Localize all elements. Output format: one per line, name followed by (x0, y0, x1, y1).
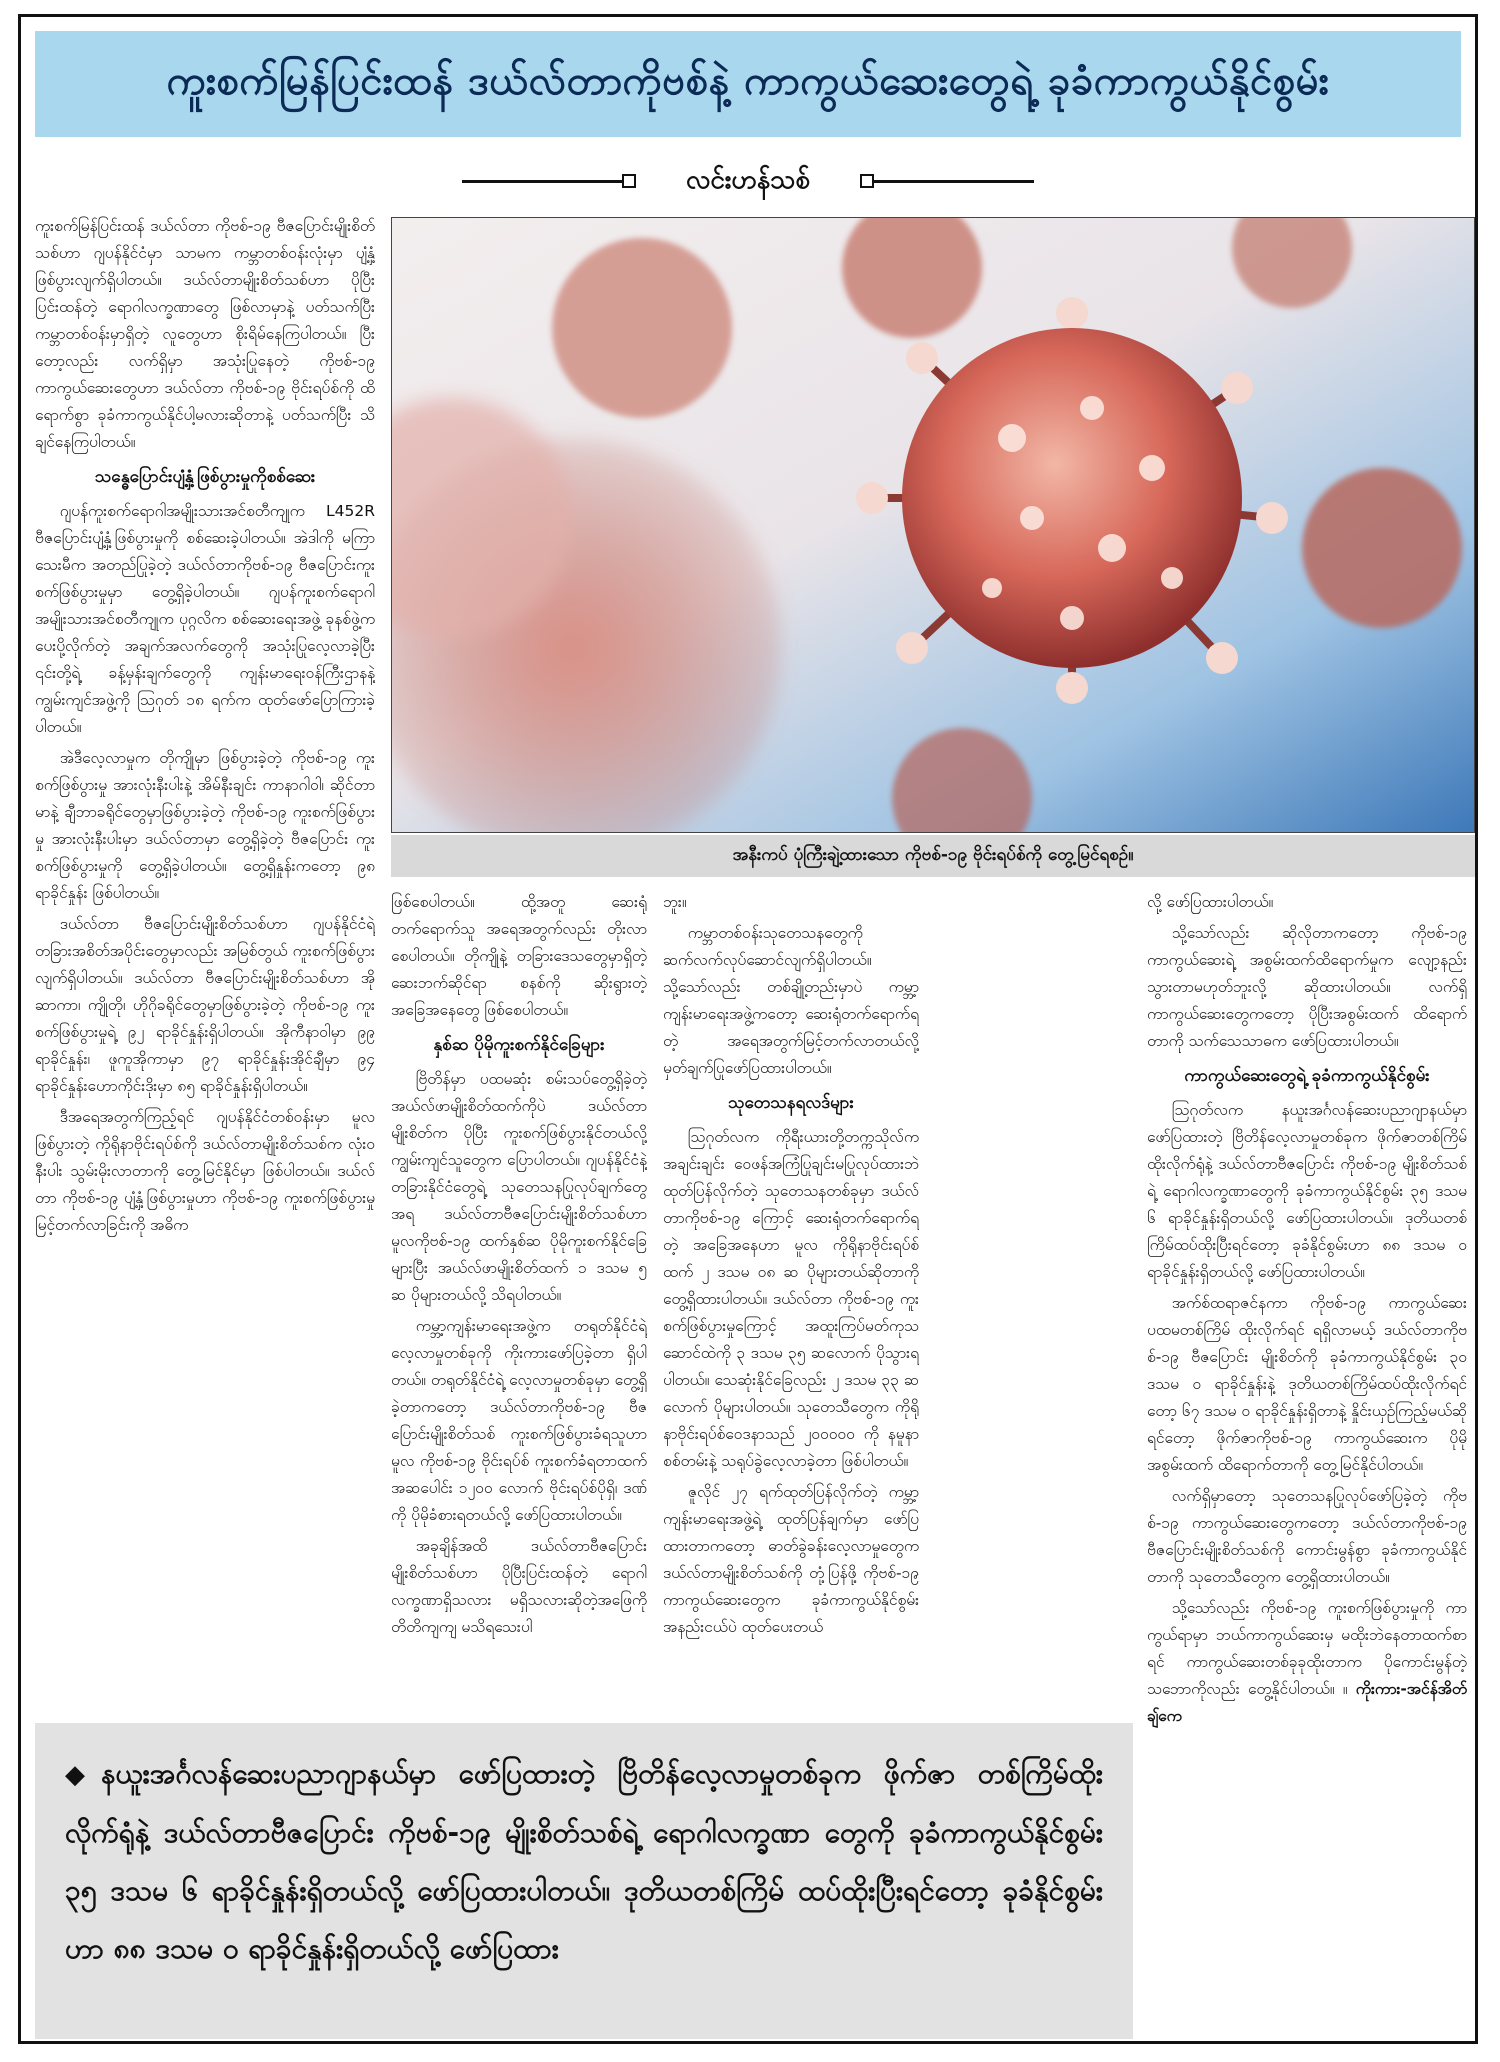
coronavirus-illustration-icon (392, 218, 1475, 833)
headline: ကူးစက်မြန်ပြင်းထန် ဒယ်လ်တာကိုဗစ်နဲ့ ကာကွယ်ဆေးတွေရဲ့ ခုခံကာကွယ်နိုင်စွမ်း (166, 57, 1330, 104)
col4-paragraph: သို့သော်လည်း ဆိုလိုတာကတော့ ကိုဗစ်-၁၉ ကာကွယ်ဆေးရဲ့ အစွမ်းထက်ထိရောက်မှုက လျော့နည်းသွားတာမဟုတ်ဘူးလို့ ဆိုထားပါတယ်။ လက်ရှိကာကွယ်ဆေးတွေကတော့ ပိုပြီးအစွမ်းထက် ထိရောက်တာကို သက်သေသာဓက ဖော်ပြထားပါတယ်။ (1147, 924, 1467, 1050)
column-3 (663, 889, 919, 1715)
byline (21, 161, 1475, 201)
coronavirus-photo (391, 217, 1475, 833)
byline-square-right-icon (860, 174, 874, 188)
col1-paragraph: ကူးစက်မြန်ပြင်းထန် ဒယ်လ်တာ ကိုဗစ်-၁၉ ဗီဇပြောင်းမျိုးစိတ်သစ်ဟာ ဂျပန်နိုင်ငံမှာ သာမက ကမ္ဘာတစ်ဝန်းလုံးမှာ ပျံ့နှံ့ဖြစ်ပွားလျက်ရှိပါတယ်။ ဒယ်လ်တာမျိုးစိတ်သစ်ဟာ ပိုပြီးပြင်းထန်တဲ့ ရောဂါလက္ခဏာတွေ ဖြစ်လာမှာနဲ့ ပတ်သက်ပြီး ကမ္ဘာတစ်ဝန်းမှာရှိတဲ့ လူတွေဟာ စိုးရိမ်နေကြပါတယ်။ ပြီးတော့လည်း လက်ရှိမှာ အသုံးပြုနေတဲ့ ကိုဗစ်-၁၉ ကာကွယ်ဆေးတွေဟာ ဒယ်လ်တာ ကိုဗစ်-၁၉ ဗိုင်းရပ်စ်ကို ထိရောက်စွာ ခုခံကာကွယ်နိုင်ပါ့မလားဆိုတာနဲ့ ပတ်သက်ပြီး သိချင်နေကြပါတယ်။ (35, 217, 375, 451)
col3-paragraph: ဩဂုတ်လက ကိုရီးယားတို့တက္ကသိုလ်က အချင်းချင်း ဝေဖန်အကြံပြုချင်းမပြုလုပ်ထားဘဲ ထုတ်ပြန်လိုက်တဲ့ သုတေသနတစ်ခုမှာ ဒယ်လ်တာကိုဗစ်-၁၉ ကြောင့် ဆေးရုံတက်ရောက်ရတဲ့ အခြေအနေဟာ မူလ ကိုရိုနာဗိုင်းရပ်စ်ထက် ၂ ဒသမ ၀၈ ဆ ပိုများတယ်ဆိုတာကို တွေ့ရှိထားပါတယ်။ ဒယ်လ်တာ ကိုဗစ်-၁၉ ကူးစက်ဖြစ်ပွားမှုကြောင့် အထူးကြပ်မတ်ကုသဆောင်ထဲကို ၃ ဒသမ ၃၅ ဆလောက် ပိုသွားရပါတယ်။ သေဆုံးနိုင်ခြေလည်း ၂ ဒသမ ၃၃ ဆလောက် ပိုများပါတယ်။ သုတေသီတွေက ကိုရိုနာဗိုင်းရပ်စ်ဝေဒနာသည် ၂၀၀၀၀၀ ကို နမူနာစစ်တမ်းနဲ့ သရုပ်ခွဲလေ့လာခဲ့တာ ဖြစ်ပါတယ်။ (663, 1128, 919, 1470)
col4-closing-text: သို့သော်လည်း ကိုဗစ်-၁၉ ကူးစက်ဖြစ်ပွားမှုကို ကာကွယ်ရာမှာ ဘယ်ကာကွယ်ဆေးမှ မထိုးဘဲနေတာထက်စာရင် ကာကွယ်ဆေးတစ်ခုခုထိုးတာက ပိုကောင်းမွန်တဲ့ သဘောကိုလည်း တွေ့နိုင်ပါတယ်။ ။ (1147, 1599, 1467, 1698)
col4-paragraph: လို့ ဖော်ပြထားပါတယ်။ (1147, 893, 1274, 911)
headline-banner (35, 31, 1461, 137)
col4-paragraph (1147, 1595, 1467, 1730)
col3-subheading: သုတေသနရလဒ်များ (728, 1093, 854, 1113)
col4-paragraph: လက်ရှိမှာတော့ သုတေသနပြုလုပ်ဖော်ပြခဲ့တဲ့ ကိုဗစ်-၁၉ ကာကွယ်ဆေးတွေကတော့ ဒယ်လ်တာကိုဗစ်-၁၉ ဗီဇပြောင်းမျိုးစိတ်သစ်ကို ကောင်းမွန်စွာ ခုခံကာကွယ်နိုင်တာကို သုတေသီတွေက တွေ့ရှိထားပါတယ်။ (1147, 1487, 1467, 1586)
col2-paragraph: ဖြစ်စေပါတယ်။ ထို့အတူ ဆေးရုံတက်ရောက်သူ အရေအတွက်လည်း တိုးလာစေပါတယ်။ တိုကျိုနဲ့ တခြားဒေသတွေမှာရှိတဲ့ ဆေးဘက်ဆိုင်ရာ စနစ်ကို ဆိုးရွားတဲ့အခြေအနေတွေ ဖြစ်စေပါတယ်။ (391, 893, 647, 1019)
column-4 (1147, 889, 1467, 2039)
col1-paragraph: အဲဒီလေ့လာမှုက တိုကျိုမှာ ဖြစ်ပွားခဲ့တဲ့ ကိုဗစ်-၁၉ ကူးစက်ဖြစ်ပွားမှု အားလုံးနီးပါးနဲ့ အိမ်နီးချင်း ကာနာဂါဝါ၊ ဆိုင်တာမာနဲ့ ချီဘာခရိုင်တွေမှာဖြစ်ပွားခဲ့တဲ့ ကိုဗစ်-၁၉ ကူးစက်ဖြစ်ပွားမှု အားလုံးနီးပါးမှာ ဒယ်လ်တာမှာ တွေ့ရှိခဲ့တဲ့ ဗီဇပြောင်း ကူးစက်ဖြစ်ပွားမှုကို တွေ့ရှိခဲ့ပါတယ်။ တွေ့ရှိနှုန်းကတော့ ၉၈ ရာခိုင်နှုန်း ဖြစ်ပါတယ်။ (35, 749, 375, 902)
col3-paragraph: ဇူလိုင် ၂၇ ရက်ထုတ်ပြန်လိုက်တဲ့ ကမ္ဘာ့ကျန်းမာရေးအဖွဲ့ရဲ့ ထုတ်ပြန်ချက်မှာ ဖော်ပြထားတာကတော့ ဓာတ်ခွဲခန်းလေ့လာမှုတွေက ဒယ်လ်တာမျိုးစိတ်သစ်ကို တုံ့ပြန်ဖို့ ကိုဗစ်-၁၉ ကာကွယ်ဆေးတွေက ခုခံကာကွယ်နိုင်စွမ်း အနည်းငယ်ပဲ ထုတ်ပေးတယ် (663, 1483, 919, 1636)
col4-subheading: ကာကွယ်ဆေးတွေရဲ့ ခုခံကာကွယ်နိုင်စွမ်း (1184, 1066, 1430, 1086)
col2-subheading: နှစ်ဆ ပိုမိုကူးစက်နိုင်ခြေများ (433, 1035, 605, 1055)
source-credit: ကိုးကား-အင်န်အိတ်ချ်ကေ (1147, 1680, 1467, 1725)
diamond-bullet-icon: ◆ (65, 1760, 85, 1790)
col1-paragraph: ဒယ်လ်တာ ဗီဇပြောင်းမျိုးစိတ်သစ်ဟာ ဂျပန်နိုင်ငံရဲ့ တခြားအစိတ်အပိုင်းတွေမှာလည်း အမြစ်တွယ် ကူးစက်ဖြစ်ပွားလျက်ရှိပါတယ်။ ဒယ်လ်တာ ဗီဇပြောင်းမျိုးစိတ်သစ်ဟာ အိုဆာကာ၊ ကျိုတို၊ ဟိုဂိုခရိုင်တွေမှာဖြစ်ပွားခဲ့တဲ့ ကိုဗစ်-၁၉ ကူးစက်ဖြစ်ပွားမှုရဲ့ ၉၂ ရာခိုင်နှုန်းရှိပါတယ်။ အိုကီနာဝါမှာ ၉၉ ရာခိုင်နှုန်း၊ ဖူကူအိုကာမှာ ၉၇ ရာခိုင်နှုန်းအိုင်ချီမှာ ၉၄ ရာခိုင်နှုန်းဟောကိုင်းဒိုးမှာ ၈၅ ရာခိုင်နှုန်းရှိပါတယ်။ (35, 915, 375, 1095)
col3-paragraph: ကမ္ဘာတစ်ဝန်းသုတေသနတွေကို ဆက်လက်လုပ်ဆောင်လျက်ရှိပါတယ်။ သို့သော်လည်း တစ်ချို့တည်းမှာပဲ ကမ္ဘာ့ကျန်းမာရေးအဖွဲ့ကတော့ ဆေးရုံတက်ရောက်ရတဲ့ အရေအတွက်မြင့်တက်လာတယ်လို့ မှတ်ချက်ပြုဖော်ပြထားပါတယ်။ (663, 924, 919, 1077)
col3-paragraph: ဘူး။ (663, 893, 687, 911)
column-1 (35, 213, 375, 1707)
pull-quote-text: နယူးအင်္ဂလန်ဆေးပညာဂျာနယ်မှာ ဖော်ပြထားတဲ့ ဗြိတိန်လေ့လာမှုတစ်ခုက ဖိုက်ဇာ တစ်ကြိမ်ထိုးလိုက်ရုံနဲ့ ဒယ်လ်တာဗီဇပြောင်း ကိုဗစ်-၁၉ မျိုးစိတ်သစ်ရဲ့ ရောဂါလက္ခဏာ တွေကို ခုခံကာကွယ်နိုင်စွမ်း ၃၅ ဒသမ ၆ ရာခိုင်နှုန်းရှိတယ်လို့ ဖော်ပြထားပါတယ်။ ဒုတိယတစ်ကြိမ် ထပ်ထိုးပြီးရင်တော့ ခုခံနိုင်စွမ်းဟာ ၈၈ ဒသမ ၀ ရာခိုင်နှုန်းရှိတယ်လို့ ဖော်ပြထား (65, 1757, 1103, 1965)
article-page (18, 14, 1478, 2044)
byline-square-left-icon (622, 174, 636, 188)
pull-quote-body (65, 1745, 1103, 1978)
byline-rule-left (462, 180, 622, 183)
byline-rule-right (874, 180, 1034, 183)
col2-paragraph: ဗြိတိန်မှာ ပထမဆုံး စမ်းသပ်တွေ့ရှိခဲ့တဲ့ အယ်လ်ဖာမျိုးစိတ်ထက်ကိုပဲ ဒယ်လ်တာမျိုးစိတ်က ပိုပြီး ကူးစက်ဖြစ်ပွားနိုင်တယ်လို့ ကျွမ်းကျင်သူတွေက ပြောပါတယ်။ ဂျပန်နိုင်ငံနဲ့ တခြားနိုင်ငံတွေရဲ့ သုတေသနပြုလုပ်ချက်တွေအရ ဒယ်လ်တာဗီဇပြောင်းမျိုးစိတ်သစ်ဟာ မူလကိုဗစ်-၁၉ ထက်နှစ်ဆ ပိုမိုကူးစက်နိုင်ခြေများပြီး အယ်လ်ဖာမျိုးစိတ်ထက် ၁ ဒသမ ၅ ဆ ပိုများတယ်လို့ သိရပါတယ်။ (391, 1070, 647, 1304)
column-2 (391, 889, 647, 1715)
pull-quote (35, 1723, 1133, 2039)
col1-paragraph: ဒီအရေအတွက်ကြည့်ရင် ဂျပန်နိုင်ငံတစ်ဝန်းမှာ မူလဖြစ်ပွားတဲ့ ကိုရိုနာဗိုင်းရပ်စ်ကို ဒယ်လ်တာမျိုးစိတ်သစ်က လုံးဝနီးပါး သွမ်းမိုးလာတာကို တွေ့မြင်နိုင်မှာ ဖြစ်ပါတယ်။ ဒယ်လ်တာ ကိုဗစ်-၁၉ ပျံ့နှံ့ဖြစ်ပွားမှုဟာ ကိုဗစ်-၁၉ ကူးစက်ဖြစ်ပွားမှု မြင့်တက်လာခြင်းကို အဓိက (35, 1108, 375, 1234)
col4-paragraph: ဩဂုတ်လက နယူးအင်္ဂလန်ဆေးပညာဂျာနယ်မှာ ဖော်ပြထားတဲ့ ဗြိတိန်လေ့လာမှုတစ်ခုက ဖိုက်ဇာတစ်ကြိမ်ထိုးလိုက်ရုံနဲ့ ဒယ်လ်တာဗီဇပြောင်း ကိုဗစ်-၁၉ မျိုးစိတ်သစ်ရဲ့ ရောဂါလက္ခဏာတွေကို ခုခံကာကွယ်နိုင်စွမ်း ၃၅ ဒသမ ၆ ရာခိုင်နှုန်းရှိတယ်လို့ ဖော်ပြထားပါတယ်။ ဒုတိယတစ်ကြိမ်ထပ်ထိုးပြီးရင်တော့ ခုခံနိုင်စွမ်းဟာ ၈၈ ဒသမ ၀ ရာခိုင်နှုန်းရှိတယ်လို့ ဖော်ပြထားပါတယ်။ (1147, 1101, 1467, 1281)
col1-subheading: သန္ဓေပြောင်းပျံ့နှံ့ဖြစ်ပွားမှုကိုစစ်ဆေး (94, 467, 316, 487)
col1-paragraph: ဂျပန်ကူးစက်ရောဂါအမျိုးသားအင်စတီကျုက L452R ဗီဇပြောင်းပျံ့နှံ့ဖြစ်ပွားမှုကို စစ်ဆေးခဲ့ပါတယ်။ အဲဒါကို မကြာသေးမီက အတည်ပြုခဲ့တဲ့ ဒယ်လ်တာကိုဗစ်-၁၉ ဗီဇပြောင်းကူးစက်ဖြစ်ပွားမှုမှာ တွေ့ရှိခဲ့ပါတယ်။ ဂျပန်ကူးစက်ရောဂါအမျိုးသားအင်စတီကျုက ပုဂ္ဂလိက စစ်ဆေးရေးအဖွဲ့ ခုနစ်ဖွဲ့က ပေးပို့လိုက်တဲ့ အချက်အလက်တွေကို အသုံးပြုလေ့လာခဲ့ပြီး ၎င်းတို့ရဲ့ ခန့်မှန်းချက်တွေကို ကျန်းမာရေးဝန်ကြီးဌာနနဲ့ ကျွမ်းကျင်အဖွဲ့ကို ဩဂုတ် ၁၈ ရက်က ထုတ်ဖော်ပြောကြားခဲ့ပါတယ်။ (35, 502, 375, 736)
photo-caption: အနီးကပ် ပုံကြီးချဲ့ထားသော ကိုဗစ်-၁၉ ဗိုင်းရပ်စ်ကို တွေ့မြင်ရစဉ်။ (391, 835, 1475, 877)
author-name: လင်းဟန်သစ် (685, 164, 811, 195)
col2-paragraph: အခုချိန်အထိ ဒယ်လ်တာဗီဇပြောင်းမျိုးစိတ်သစ်ဟာ ပိုပြီးပြင်းထန်တဲ့ ရောဂါလက္ခဏာရှိသလား မရှိသလားဆိုတဲ့အဖြေကို တိတိကျကျ မသိရသေးပါ (391, 1537, 647, 1636)
col2-paragraph: ကမ္ဘာ့ကျန်းမာရေးအဖွဲ့က တရုတ်နိုင်ငံရဲ့ လေ့လာမှုတစ်ခုကို ကိုးကားဖော်ပြခဲ့တာ ရှိပါတယ်။ တရုတ်နိုင်ငံရဲ့ လေ့လာမှုတစ်ခုမှာ တွေ့ရှိခဲ့တာကတော့ ဒယ်လ်တာကိုဗစ်-၁၉ ဗီဇပြောင်းမျိုးစိတ်သစ် ကူးစက်ဖြစ်ပွားခံရသူဟာ မူလ ကိုဗစ်-၁၉ ဗိုင်းရပ်စ် ကူးစက်ခံရတာထက် အဆပေါင်း ၁၂၀၀ လောက် ဗိုင်းရပ်စ်ပိုရှိ၊ ဒဏ်ကို ပိုမိုခံစားရတယ်လို့ ဖော်ပြထားပါတယ်။ (391, 1317, 647, 1524)
col4-paragraph: အက်စ်ထရာဇင်နကာ ကိုဗစ်-၁၉ ကာကွယ်ဆေး ပထမတစ်ကြိမ် ထိုးလိုက်ရင် ရရှိလာမယ့် ဒယ်လ်တာကိုဗစ်-၁၉ ဗီဇပြောင်း မျိုးစိတ်ကို ခုခံကာကွယ်နိုင်စွမ်း ၃၀ ဒသမ ၀ ရာခိုင်နှုန်းနဲ့ ဒုတိယတစ်ကြိမ်ထပ်ထိုးလိုက်ရင်တော့ ၆၇ ဒသမ ၀ ရာခိုင်နှုန်းရှိတာနဲ့ နှိုင်းယှဉ်ကြည့်မယ်ဆိုရင်တော့ ဖိုက်ဇာကိုဗစ်-၁၉ ကာကွယ်ဆေးက ပိုမိုအစွမ်းထက် ထိရောက်တာကို တွေ့မြင်နိုင်ပါတယ်။ (1147, 1294, 1467, 1474)
